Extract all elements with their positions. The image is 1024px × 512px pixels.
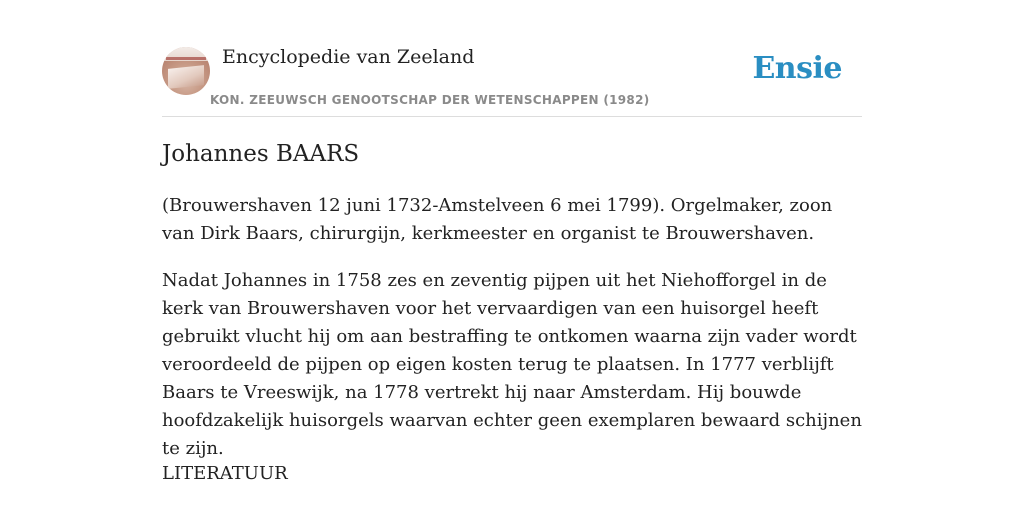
article-paragraph: Nadat Johannes in 1758 zes en zeventig pijpen uit het Niehofforgel in de kerk van Brouwershaven voor het vervaardigen van een huisorgel heeft gebruikt vlucht hij om aan bestraffing te ontkomen waarna zijn vader wordt veroordeeld de pijpen op eigen kosten terug te plaatsen. In 1777 verblijft Baars te Vreeswijk, na 1778 vertrekt hij naar Amsterdam. Hij bouwde hoofdzakelijk huisorgels waarvan echter geen exemplaren bewaard schijnen te zijn. <box>162 270 862 459</box>
site-title[interactable]: Encyclopedie van Zeeland <box>222 46 475 68</box>
brand-logo-link[interactable]: Ensie <box>752 51 842 86</box>
thumbnail-page <box>168 65 204 89</box>
header <box>162 0 862 117</box>
section-heading-literature: LITERATUUR <box>162 463 288 484</box>
article-paragraph: (Brouwershaven 12 juni 1732-Amstelveen 6 mei 1799). Orgelmaker, zoon van Dirk Baars, chirurgijn, kerkmeester en organist te Brouwershaven. <box>162 195 833 244</box>
page-container <box>162 0 862 512</box>
encyclopedia-thumbnail[interactable] <box>162 47 210 95</box>
thumbnail-red-stripe <box>166 57 206 60</box>
publisher-subtitle: KON. ZEEUWSCH GENOOTSCHAP DER WETENSCHAPPEN (1982) <box>210 93 650 107</box>
article-title: Johannes BAARS <box>162 141 360 167</box>
